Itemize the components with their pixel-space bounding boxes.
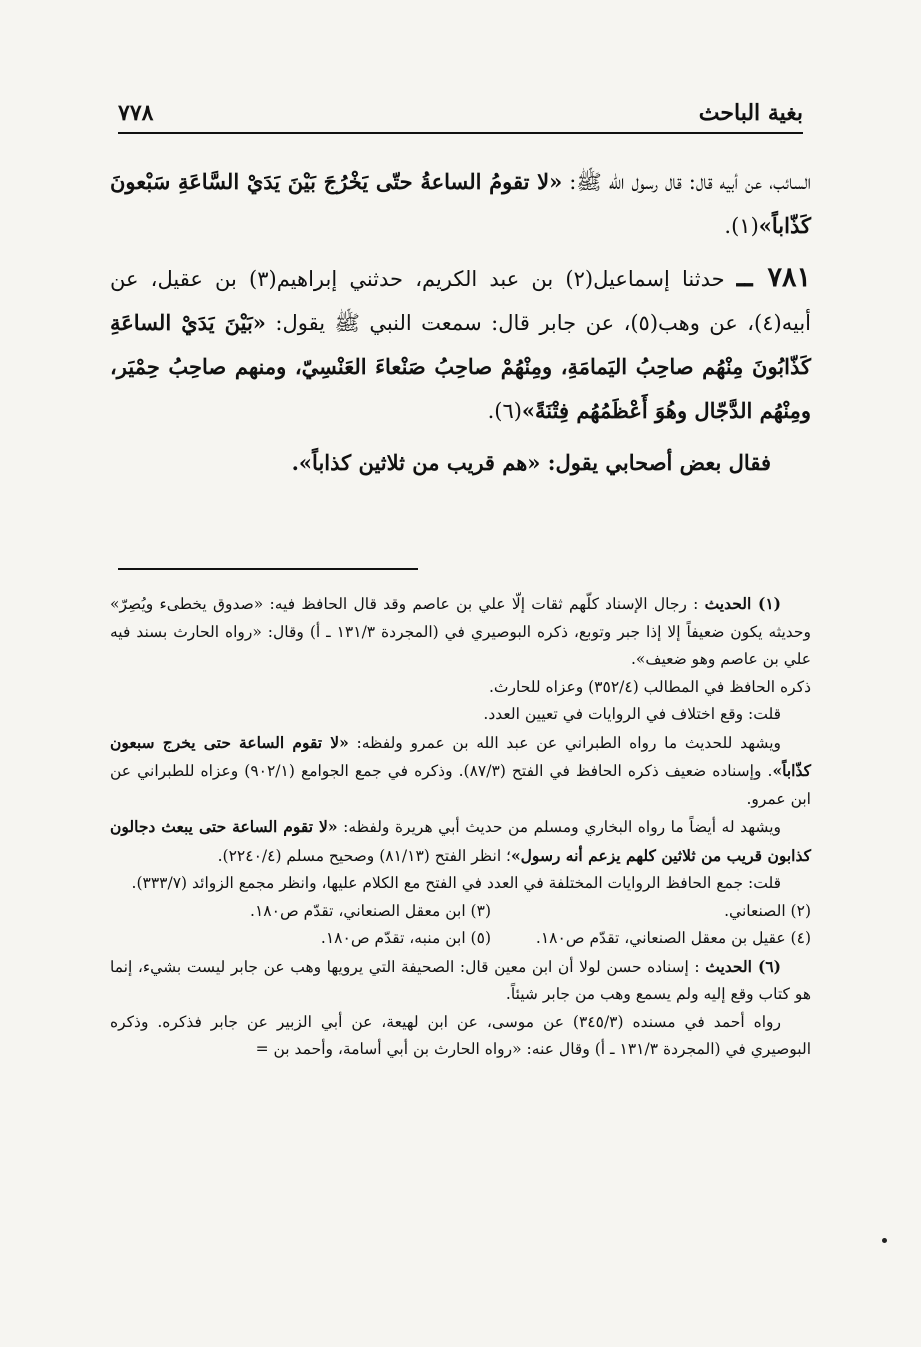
footnote-row — [110, 898, 811, 926]
hadith-quote: «هم قريب من ثلاثين كذاباً» — [298, 450, 541, 475]
footnote-ref: (١). — [724, 214, 759, 238]
footnote-label: (٦) الحديث — [705, 956, 781, 976]
footnote-text: ويشهد له أيضاً ما رواه البخاري ومسلم من حديث أبي هريرة ولفظه: — [337, 818, 781, 836]
footnote-6-b: رواه أحمد في مسنده (٣٤٥/٣) عن موسى، عن ابن لهيعة، عن أبي الزبير عن جابر فذكره. وذكره البوصيري في (المجردة ١٣١/٣ ـ أ) وقال عنه: «رواه الحارث بن أبي أسامة، وأحمد بن = — [110, 1012, 811, 1058]
main-text — [110, 160, 811, 493]
isnad-text: حدثنا إسماعيل(٢) بن عبد الكريم، حدثني إبراهيم(٣) بن عقيل، عن أبيه(٤)، عن وهب(٥)، عن جابر قال: سمعت النبي ﷺ يقول: — [110, 267, 811, 335]
page-number: ٧٧٨ — [118, 100, 154, 126]
footnote-1-f: قلت: جمع الحافظ الروايات المختلفة في العدد في الفتح مع الكلام عليها، وانظر مجمع الزوائد (٣٣٣/٧). — [131, 874, 781, 892]
narration-text: السائب، عن أبيه قال: قال رسول الله ﷺ: — [562, 170, 811, 194]
paragraph-2 — [110, 256, 811, 433]
footnote-1-b: ذكره الحافظ في المطالب (٣٥٢/٤) وعزاه للحارث. — [488, 677, 811, 696]
footnote-divider — [118, 568, 418, 570]
footnote-text: ويشهد للحديث ما رواه الطبراني عن عبد الله بن عمرو ولفظه: — [348, 733, 781, 752]
hadith-quote: «بَيْنَ يَدَيْ الساعَةِ كَذّابُونَ مِنْهُم صاحِبُ اليَمامَةِ، ومِنْهُمْ صاحِبُ صَنْعاءَ العَنْسِيّ، ومنهم صاحِبُ حِمْيَر، ومِنْهُم الدَّجّال وهُوَ أَعْظَمُهُم فِتْنَةً» — [110, 310, 811, 423]
hadith-quote: «لا تقومُ الساعةُ حتّى يَخْرُجَ بَيْنَ يَدَيْ السَّاعَةِ سَبْعونَ كَذّاباً» — [110, 169, 811, 238]
footnote-text: : رجال الإسناد كلّهم ثقات إلّا علي بن عاصم وقد قال الحافظ فيه: «صدوق يخطىء ويُصِرّ» وحديثه يكون ضعيفاً إلا إذا جبر وتوبع، ذكره البوصيري في (المجردة ١٣١/٣ ـ أ) وقال: «رواه الحارث بسند فيه علي بن عاصم وهو ضعيف». — [110, 595, 811, 668]
book-title: بغية الباحث — [698, 100, 803, 126]
hadith-number: ٧٨١ ــ — [736, 262, 811, 293]
page-header — [118, 92, 803, 134]
footnote-6 — [110, 953, 811, 1009]
paragraph-3 — [110, 441, 811, 485]
footnote-row — [110, 925, 811, 953]
footnote-5: (٥) ابن منبه، تقدّم ص١٨٠. — [320, 929, 491, 947]
footnote-label: (١) الحديث — [704, 594, 781, 613]
period: . — [291, 450, 299, 475]
footnote-1-e — [110, 813, 811, 870]
footnote-text: ؛ انظر الفتح (٨١/١٣) وصحيح مسلم (٢٢٤٠/٤). — [217, 846, 511, 865]
footnote-1 — [110, 590, 811, 674]
page-mark — [882, 1238, 887, 1243]
footnote-quote: «لا تقوم الساعة حتى يبعث دجالون كذابون قريب من ثلاثين كلهم يزعم أنه رسول» — [110, 817, 811, 865]
paragraph-1 — [110, 160, 811, 248]
narration-text: فقال بعض أصحابي يقول: — [540, 450, 771, 475]
footnote-1-d — [110, 729, 811, 814]
footnote-1-c: قلت: وقع اختلاف في الروايات في تعيين العدد. — [483, 705, 781, 723]
footnote-4: (٤) عقيل بن معقل الصنعاني، تقدّم ص١٨٠. — [535, 929, 811, 947]
footnote-text: . وإسناده ضعيف ذكره الحافظ في الفتح (٨٧/٣). وذكره في جمع الجوامع (٩٠٢/١) وعزاه للطبراني عن ابن عمرو. — [110, 762, 811, 808]
footnote-2: (٢) الصنعاني. — [724, 901, 811, 920]
footnote-quote: «لا تقوم الساعة حتى يخرج سبعون كذّاباً» — [110, 732, 811, 780]
footnote-ref: (٦). — [487, 399, 522, 423]
footnote-text: : إسناده حسن لولا أن ابن معين قال: الصحيفة التي يرويها وهب عن جابر ليست بشيء، إنما هو كتاب وقع إليه ولم يسمع وهب من جابر شيئاً. — [110, 957, 811, 1003]
footnote-3: (٣) ابن معقل الصنعاني، تقدّم ص١٨٠. — [250, 901, 491, 920]
footnotes — [110, 590, 811, 1064]
